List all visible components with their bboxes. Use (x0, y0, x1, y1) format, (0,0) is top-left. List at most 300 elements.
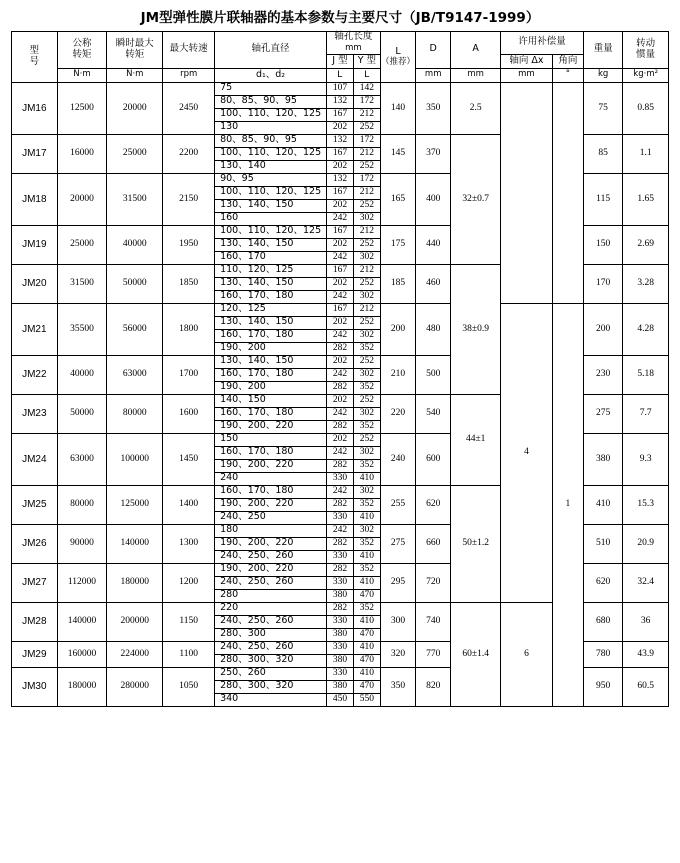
cell-bore-diameter: 190、200 (215, 342, 327, 355)
cell-angular (552, 82, 583, 303)
cell-bore-length-j: 282 (326, 602, 353, 615)
cell-model: JM18 (12, 173, 58, 225)
cell-bore-length-y: 142 (353, 82, 380, 95)
cell-peak-torque: 50000 (107, 264, 163, 303)
cell-bore-length-y: 410 (353, 615, 380, 628)
cell-bore-length-j: 282 (326, 498, 353, 511)
cell-bore-length-j: 330 (326, 641, 353, 654)
cell-bore-diameter: 190、200、220 (215, 420, 327, 433)
cell-model: JM30 (12, 667, 58, 706)
cell-bore-length-y: 470 (353, 589, 380, 602)
cell-A: 2.5 (451, 82, 501, 134)
cell-weight: 510 (583, 524, 622, 563)
cell-nominal-torque: 35500 (57, 303, 107, 355)
cell-bore-length-j: 282 (326, 342, 353, 355)
cell-weight: 170 (583, 264, 622, 303)
col-L-note: （推荐） (380, 56, 415, 67)
cell-bore-diameter: 140、150 (215, 394, 327, 407)
cell-bore-length-y: 410 (353, 550, 380, 563)
cell-peak-torque: 200000 (107, 602, 163, 641)
col-axial: 轴向 Δx (501, 54, 553, 68)
cell-bore-diameter: 100、110、120、125 (215, 108, 327, 121)
cell-L: 220 (380, 394, 415, 433)
col-bore-diameter: 轴孔直径 (215, 32, 327, 69)
cell-bore-length-j: 202 (326, 394, 353, 407)
unit-bore-length-y: L (353, 68, 380, 82)
cell-inertia: 1.1 (623, 134, 669, 173)
cell-bore-length-j: 242 (326, 251, 353, 264)
cell-bore-length-y: 302 (353, 290, 380, 303)
cell-weight: 200 (583, 303, 622, 355)
col-max-speed: 最大转速 (163, 32, 215, 69)
cell-bore-length-j: 167 (326, 225, 353, 238)
cell-bore-length-y: 252 (353, 355, 380, 368)
cell-bore-diameter: 160、170、180 (215, 446, 327, 459)
cell-inertia: 3.28 (623, 264, 669, 303)
cell-bore-length-j: 202 (326, 238, 353, 251)
cell-bore-diameter: 280、300 (215, 628, 327, 641)
cell-inertia: 4.28 (623, 303, 669, 355)
cell-weight: 950 (583, 667, 622, 706)
cell-max-speed: 1700 (163, 355, 215, 394)
cell-bore-length-y: 172 (353, 134, 380, 147)
unit-inertia: kg·m² (623, 68, 669, 82)
cell-peak-torque: 140000 (107, 524, 163, 563)
cell-bore-diameter: 340 (215, 693, 327, 706)
unit-peak-torque: N·m (107, 68, 163, 82)
cell-bore-diameter: 130、140、150 (215, 355, 327, 368)
cell-peak-torque: 20000 (107, 82, 163, 134)
unit-A: mm (451, 68, 501, 82)
cell-max-speed: 2450 (163, 82, 215, 134)
cell-bore-length-y: 252 (353, 277, 380, 290)
cell-D: 740 (416, 602, 451, 641)
cell-inertia: 2.69 (623, 225, 669, 264)
cell-model: JM26 (12, 524, 58, 563)
cell-bore-length-y: 212 (353, 225, 380, 238)
cell-weight: 150 (583, 225, 622, 264)
cell-max-speed: 1400 (163, 485, 215, 524)
cell-model: JM22 (12, 355, 58, 394)
col-model: 型 号 (12, 32, 58, 83)
cell-D: 620 (416, 485, 451, 524)
cell-nominal-torque: 140000 (57, 602, 107, 641)
cell-bore-diameter: 190、200、220 (215, 563, 327, 576)
cell-axial (501, 82, 553, 303)
cell-bore-diameter: 190、200、220 (215, 537, 327, 550)
cell-inertia: 43.9 (623, 641, 669, 667)
cell-bore-length-j: 242 (326, 524, 353, 537)
cell-inertia: 0.85 (623, 82, 669, 134)
cell-bore-length-j: 242 (326, 368, 353, 381)
cell-bore-length-y: 352 (353, 342, 380, 355)
cell-bore-length-j: 242 (326, 446, 353, 459)
cell-max-speed: 1800 (163, 303, 215, 355)
cell-bore-diameter: 130、140、150 (215, 199, 327, 212)
cell-bore-diameter: 100、110、120、125 (215, 147, 327, 160)
cell-bore-length-j: 380 (326, 654, 353, 667)
cell-bore-length-j: 330 (326, 550, 353, 563)
cell-bore-length-y: 302 (353, 446, 380, 459)
cell-max-speed: 1200 (163, 563, 215, 602)
cell-A: 38±0.9 (451, 264, 501, 394)
cell-L: 320 (380, 641, 415, 667)
cell-weight: 230 (583, 355, 622, 394)
cell-weight: 410 (583, 485, 622, 524)
cell-D: 480 (416, 303, 451, 355)
cell-bore-diameter: 160、170、180 (215, 290, 327, 303)
cell-bore-length-y: 212 (353, 186, 380, 199)
cell-bore-length-j: 242 (326, 212, 353, 225)
cell-bore-diameter: 250、260 (215, 667, 327, 680)
cell-bore-length-y: 172 (353, 95, 380, 108)
col-D: D (416, 32, 451, 69)
cell-bore-length-y: 302 (353, 368, 380, 381)
cell-L: 210 (380, 355, 415, 394)
cell-model: JM16 (12, 82, 58, 134)
cell-bore-length-y: 252 (353, 160, 380, 173)
cell-max-speed: 1950 (163, 225, 215, 264)
cell-peak-torque: 125000 (107, 485, 163, 524)
cell-L: 275 (380, 524, 415, 563)
cell-bore-length-j: 282 (326, 420, 353, 433)
cell-L: 185 (380, 264, 415, 303)
cell-nominal-torque: 20000 (57, 173, 107, 225)
cell-max-speed: 1100 (163, 641, 215, 667)
cell-A: 44±1 (451, 394, 501, 485)
cell-bore-diameter: 240、250 (215, 511, 327, 524)
cell-inertia: 1.65 (623, 173, 669, 225)
cell-bore-length-j: 202 (326, 433, 353, 446)
cell-bore-length-y: 410 (353, 641, 380, 654)
cell-inertia: 36 (623, 602, 669, 641)
cell-bore-diameter: 240、250、260 (215, 615, 327, 628)
unit-max-speed: rpm (163, 68, 215, 82)
cell-bore-length-j: 167 (326, 186, 353, 199)
cell-weight: 780 (583, 641, 622, 667)
cell-nominal-torque: 180000 (57, 667, 107, 706)
cell-nominal-torque: 90000 (57, 524, 107, 563)
cell-axial: 6 (501, 602, 553, 706)
cell-L: 175 (380, 225, 415, 264)
cell-bore-diameter: 190、200、220 (215, 498, 327, 511)
col-angular: 角向 (552, 54, 583, 68)
cell-bore-length-j: 242 (326, 407, 353, 420)
cell-weight: 115 (583, 173, 622, 225)
cell-max-speed: 1600 (163, 394, 215, 433)
cell-bore-length-j: 132 (326, 134, 353, 147)
cell-nominal-torque: 16000 (57, 134, 107, 173)
cell-bore-diameter: 80、85、90、95 (215, 95, 327, 108)
cell-model: JM28 (12, 602, 58, 641)
table-body (12, 82, 669, 706)
cell-bore-length-y: 252 (353, 121, 380, 134)
cell-bore-length-j: 380 (326, 628, 353, 641)
cell-max-speed: 1050 (163, 667, 215, 706)
cell-weight: 380 (583, 433, 622, 485)
cell-inertia: 32.4 (623, 563, 669, 602)
cell-bore-diameter: 190、200 (215, 381, 327, 394)
cell-bore-length-j: 282 (326, 381, 353, 394)
cell-bore-diameter: 100、110、120、125 (215, 225, 327, 238)
cell-bore-length-j: 450 (326, 693, 353, 706)
cell-bore-diameter: 220 (215, 602, 327, 615)
cell-bore-length-y: 352 (353, 537, 380, 550)
cell-bore-diameter: 160 (215, 212, 327, 225)
cell-model: JM21 (12, 303, 58, 355)
col-inertia: 转动 惯量 (623, 32, 669, 69)
cell-bore-length-j: 132 (326, 95, 353, 108)
cell-D: 400 (416, 173, 451, 225)
cell-bore-length-y: 252 (353, 199, 380, 212)
cell-max-speed: 1150 (163, 602, 215, 641)
cell-bore-length-y: 352 (353, 602, 380, 615)
col-bore-length-y: Y 型 (353, 54, 380, 68)
cell-bore-diameter: 80、85、90、95 (215, 134, 327, 147)
cell-bore-diameter: 160、170、180 (215, 368, 327, 381)
cell-model: JM25 (12, 485, 58, 524)
cell-peak-torque: 100000 (107, 433, 163, 485)
cell-bore-length-y: 302 (353, 329, 380, 342)
cell-L: 200 (380, 303, 415, 355)
cell-D: 370 (416, 134, 451, 173)
cell-bore-diameter: 130、140、150 (215, 238, 327, 251)
cell-bore-length-j: 202 (326, 160, 353, 173)
cell-nominal-torque: 112000 (57, 563, 107, 602)
cell-L: 350 (380, 667, 415, 706)
cell-bore-length-y: 252 (353, 394, 380, 407)
table-row (12, 82, 669, 95)
cell-nominal-torque: 31500 (57, 264, 107, 303)
cell-bore-length-j: 167 (326, 303, 353, 316)
cell-bore-length-y: 212 (353, 264, 380, 277)
cell-peak-torque: 80000 (107, 394, 163, 433)
col-nominal-torque: 公称 转矩 (57, 32, 107, 69)
cell-bore-diameter: 160、170、180 (215, 329, 327, 342)
cell-model: JM29 (12, 641, 58, 667)
cell-D: 460 (416, 264, 451, 303)
unit-angular: ° (552, 68, 583, 82)
unit-D: mm (416, 68, 451, 82)
cell-inertia: 5.18 (623, 355, 669, 394)
cell-peak-torque: 180000 (107, 563, 163, 602)
cell-bore-diameter: 280、300、320 (215, 654, 327, 667)
cell-bore-diameter: 280、300、320 (215, 680, 327, 693)
cell-A: 50±1.2 (451, 485, 501, 602)
cell-bore-length-y: 470 (353, 680, 380, 693)
unit-nominal-torque: N·m (57, 68, 107, 82)
cell-inertia: 20.9 (623, 524, 669, 563)
cell-bore-diameter: 100、110、120、125 (215, 186, 327, 199)
cell-bore-length-j: 242 (326, 329, 353, 342)
cell-bore-diameter: 180 (215, 524, 327, 537)
col-weight: 重量 (583, 32, 622, 69)
table-row (12, 303, 669, 316)
cell-nominal-torque: 63000 (57, 433, 107, 485)
cell-max-speed: 2150 (163, 173, 215, 225)
cell-bore-diameter: 240、250、260 (215, 550, 327, 563)
cell-bore-length-y: 302 (353, 407, 380, 420)
cell-bore-length-j: 202 (326, 277, 353, 290)
cell-bore-length-j: 330 (326, 615, 353, 628)
cell-bore-diameter: 130 (215, 121, 327, 134)
cell-bore-length-y: 302 (353, 485, 380, 498)
cell-model: JM17 (12, 134, 58, 173)
cell-max-speed: 1450 (163, 433, 215, 485)
cell-bore-length-j: 167 (326, 147, 353, 160)
cell-inertia: 15.3 (623, 485, 669, 524)
cell-D: 500 (416, 355, 451, 394)
cell-inertia: 60.5 (623, 667, 669, 706)
cell-weight: 275 (583, 394, 622, 433)
cell-max-speed: 2200 (163, 134, 215, 173)
cell-peak-torque: 63000 (107, 355, 163, 394)
cell-inertia: 9.3 (623, 433, 669, 485)
table-header (12, 32, 669, 83)
cell-nominal-torque: 50000 (57, 394, 107, 433)
cell-bore-length-j: 330 (326, 511, 353, 524)
cell-bore-length-j: 282 (326, 563, 353, 576)
cell-bore-diameter: 130、140、150 (215, 316, 327, 329)
cell-D: 770 (416, 641, 451, 667)
cell-bore-length-y: 470 (353, 628, 380, 641)
page-title: JM型弹性膜片联轴器的基本参数与主要尺寸（JB/T9147-1999） (140, 10, 540, 26)
cell-bore-length-j: 167 (326, 108, 353, 121)
cell-bore-length-y: 470 (353, 654, 380, 667)
cell-bore-length-y: 410 (353, 472, 380, 485)
cell-L: 300 (380, 602, 415, 641)
cell-L: 295 (380, 563, 415, 602)
cell-bore-length-y: 352 (353, 498, 380, 511)
cell-bore-length-y: 212 (353, 147, 380, 160)
col-peak-torque: 瞬时最大 转矩 (107, 32, 163, 69)
cell-bore-diameter: 240、250、260 (215, 641, 327, 654)
unit-bore-length-j: L (326, 68, 353, 82)
cell-nominal-torque: 12500 (57, 82, 107, 134)
cell-L: 240 (380, 433, 415, 485)
cell-bore-diameter: 280 (215, 589, 327, 602)
cell-bore-length-j: 202 (326, 316, 353, 329)
cell-bore-length-j: 380 (326, 680, 353, 693)
cell-bore-diameter: 120、125 (215, 303, 327, 316)
col-L: L （推荐） (380, 32, 415, 83)
cell-model: JM20 (12, 264, 58, 303)
cell-bore-length-j: 132 (326, 173, 353, 186)
spec-table (11, 31, 669, 707)
cell-bore-length-y: 352 (353, 420, 380, 433)
cell-A: 60±1.4 (451, 602, 501, 706)
cell-peak-torque: 280000 (107, 667, 163, 706)
cell-L: 145 (380, 134, 415, 173)
cell-bore-length-y: 352 (353, 459, 380, 472)
cell-L: 255 (380, 485, 415, 524)
cell-bore-length-y: 302 (353, 524, 380, 537)
cell-bore-length-y: 212 (353, 108, 380, 121)
cell-model: JM24 (12, 433, 58, 485)
cell-peak-torque: 25000 (107, 134, 163, 173)
cell-model: JM19 (12, 225, 58, 264)
cell-bore-length-y: 550 (353, 693, 380, 706)
cell-bore-length-j: 282 (326, 459, 353, 472)
cell-L: 140 (380, 82, 415, 134)
cell-bore-length-y: 352 (353, 563, 380, 576)
cell-bore-length-y: 410 (353, 576, 380, 589)
cell-bore-length-y: 172 (353, 173, 380, 186)
cell-bore-length-j: 202 (326, 199, 353, 212)
cell-bore-length-y: 410 (353, 511, 380, 524)
cell-bore-diameter: 190、200、220 (215, 459, 327, 472)
cell-nominal-torque: 40000 (57, 355, 107, 394)
cell-weight: 620 (583, 563, 622, 602)
cell-D: 600 (416, 433, 451, 485)
cell-nominal-torque: 80000 (57, 485, 107, 524)
cell-nominal-torque: 25000 (57, 225, 107, 264)
cell-bore-length-j: 167 (326, 264, 353, 277)
cell-model: JM27 (12, 563, 58, 602)
cell-bore-diameter: 150 (215, 433, 327, 446)
cell-bore-diameter: 90、95 (215, 173, 327, 186)
cell-bore-diameter: 75 (215, 82, 327, 95)
col-compensation: 许用补偿量 (501, 32, 584, 55)
cell-nominal-torque: 160000 (57, 641, 107, 667)
cell-bore-length-y: 252 (353, 238, 380, 251)
cell-angular: 1 (552, 303, 583, 706)
cell-bore-diameter: 160、170、180 (215, 407, 327, 420)
cell-axial: 4 (501, 303, 553, 602)
cell-D: 440 (416, 225, 451, 264)
cell-D: 350 (416, 82, 451, 134)
cell-bore-length-y: 410 (353, 667, 380, 680)
cell-bore-diameter: 130、140、150 (215, 277, 327, 290)
cell-D: 540 (416, 394, 451, 433)
cell-weight: 85 (583, 134, 622, 173)
cell-bore-length-y: 302 (353, 251, 380, 264)
unit-weight: kg (583, 68, 622, 82)
cell-max-speed: 1850 (163, 264, 215, 303)
cell-bore-length-j: 330 (326, 667, 353, 680)
cell-weight: 680 (583, 602, 622, 641)
cell-bore-length-j: 242 (326, 290, 353, 303)
cell-model: JM23 (12, 394, 58, 433)
cell-bore-diameter: 110、120、125 (215, 264, 327, 277)
cell-bore-length-y: 252 (353, 433, 380, 446)
cell-bore-length-j: 202 (326, 355, 353, 368)
cell-bore-length-j: 330 (326, 472, 353, 485)
unit-bore-diameter: d₁、d₂ (215, 68, 327, 82)
cell-bore-length-j: 282 (326, 537, 353, 550)
cell-bore-length-j: 380 (326, 589, 353, 602)
cell-weight: 75 (583, 82, 622, 134)
cell-L: 165 (380, 173, 415, 225)
cell-bore-length-y: 252 (353, 316, 380, 329)
col-A: A (451, 32, 501, 69)
cell-D: 660 (416, 524, 451, 563)
cell-bore-length-j: 330 (326, 576, 353, 589)
cell-bore-length-j: 242 (326, 485, 353, 498)
cell-max-speed: 1300 (163, 524, 215, 563)
cell-peak-torque: 56000 (107, 303, 163, 355)
cell-bore-length-y: 302 (353, 212, 380, 225)
cell-bore-length-j: 202 (326, 121, 353, 134)
cell-bore-diameter: 240 (215, 472, 327, 485)
unit-axial: mm (501, 68, 553, 82)
cell-bore-diameter: 130、140 (215, 160, 327, 173)
cell-peak-torque: 31500 (107, 173, 163, 225)
cell-inertia: 7.7 (623, 394, 669, 433)
cell-D: 820 (416, 667, 451, 706)
cell-bore-diameter: 240、250、260 (215, 576, 327, 589)
cell-bore-length-y: 212 (353, 303, 380, 316)
